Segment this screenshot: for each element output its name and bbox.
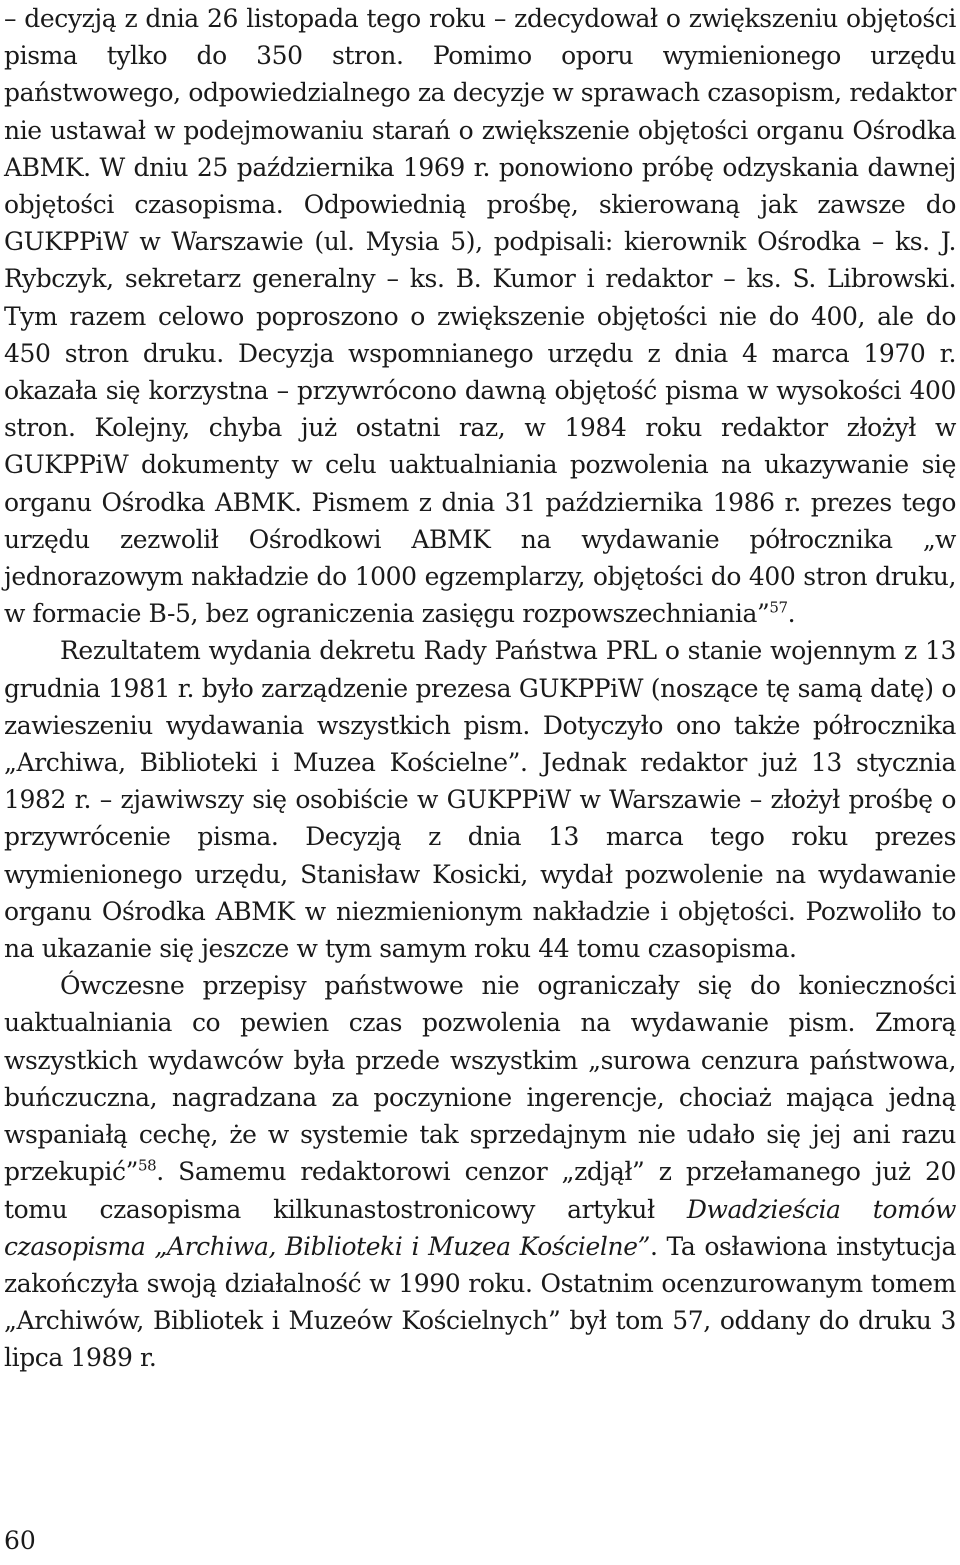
footnote-ref-58[interactable]: 58 [137, 1156, 157, 1175]
article-title: Dwadzieścia tomów czasopisma „Archiwa, Biblioteki i Muzea Kościelne” [4, 1194, 956, 1261]
document-page [4, 0, 956, 1377]
paragraph-1-text: – decyzją z dnia 26 listopada tego roku – zdecydował o zwiększeniu objętości pisma tylko do 350 stron. Pomimo oporu wymienionego urzędu państwowego, odpowiedzialnego za decyzje w sprawach czasopism, redaktor nie ustawał w podejmowaniu starań o zwiększenie objętości organu Ośrodka ABMK. W dniu 25 października 1969 r. ponowiono próbę odzyskania dawnej objętości czasopisma. Odpowiednią prośbę, skierowaną jak zawsze do GUKPPiW w Warszawie (ul. Mysia 5), podpisali: kierownik Ośrodka – ks. J. Rybczyk, sekretarz generalny – ks. B. Kumor i redaktor – ks. S. Librowski. Tym razem celowo poproszono o zwiększenie objętości nie do 400, ale do 450 stron druku. Decyzja wspomnianego urzędu z dnia 4 marca 1970 r. okazała się korzystna – przywrócono dawną objętość pisma w wysokości 400 stron. Kolejny, chyba już ostatni raz, w 1984 roku redaktor złożył w GUKPPiW dokumenty w celu uaktualniania pozwolenia na ukazywanie się organu Ośrodka ABMK. Pismem z dnia 31 października 1986 r. prezes tego urzędu zezwolił Ośrodkowi ABMK na wydawanie półrocznika „w jednorazowym nakładzie do 1000 egzemplarzy, objętości do 400 stron druku, w formacie B-5, bez ograniczenia zasięgu rozpowszechniania” [4, 4, 956, 629]
paragraph-3-text-a: Ówczesne przepisy państwowe nie ograniczały się do konieczności uaktualniania co pewien czas pozwolenia na wydawanie pism. Zmorą wszystkich wydawców była przede wszystkim „surowa cenzura państwowa, buńczuczna, nagradzana za poczynione ingerencje, chociaż mająca jedną wspaniałą cechę, że w systemie tak sprzedajnym nie udało się jej ani razu przekupić” [4, 971, 956, 1187]
paragraph-1 [4, 0, 956, 632]
paragraph-3-text-b: . Samemu redaktorowi cenzor „zdjął” z przełamanego już 20 tomu czasopisma kilkunastostronicowy artykuł [4, 1157, 956, 1224]
page-number: 60 [4, 1526, 36, 1555]
paragraph-2: Rezultatem wydania dekretu Rady Państwa PRL o stanie wojennym z 13 grudnia 1981 r. było zarządzenie prezesa GUKPPiW (noszące tę samą datę) o zawieszeniu wydawania wszystkich pism. Dotyczyło ono także półrocznika „Archiwa, Biblioteki i Muzea Kościelne”. Jednak redaktor już 13 stycznia 1982 r. – zjawiwszy się osobiście w GUKPPiW w Warszawie – złożył prośbę o przywrócenie pisma. Decyzją z dnia 13 marca tego roku prezes wymienionego urzędu, Stanisław Kosicki, wydał pozwolenie na wydawanie organu Ośrodka ABMK w niezmienionym nakładzie i objętości. Pozwoliło to na ukazanie się jeszcze w tym samym roku 44 tomu czasopisma. [4, 636, 956, 964]
paragraph-1-end: . [787, 599, 796, 629]
paragraph-3-text-c: . Ta osławiona instytucja zakończyła swoją działalność w 1990 roku. Ostatnim ocenzurowanym tomem „Archiwów, Bibliotek i Muzeów Kościelnych” był tom 57, oddany do druku 3 lipca 1989 r. [4, 1231, 956, 1373]
footnote-ref-57[interactable]: 57 [769, 598, 788, 617]
paragraph-3 [4, 967, 956, 1376]
